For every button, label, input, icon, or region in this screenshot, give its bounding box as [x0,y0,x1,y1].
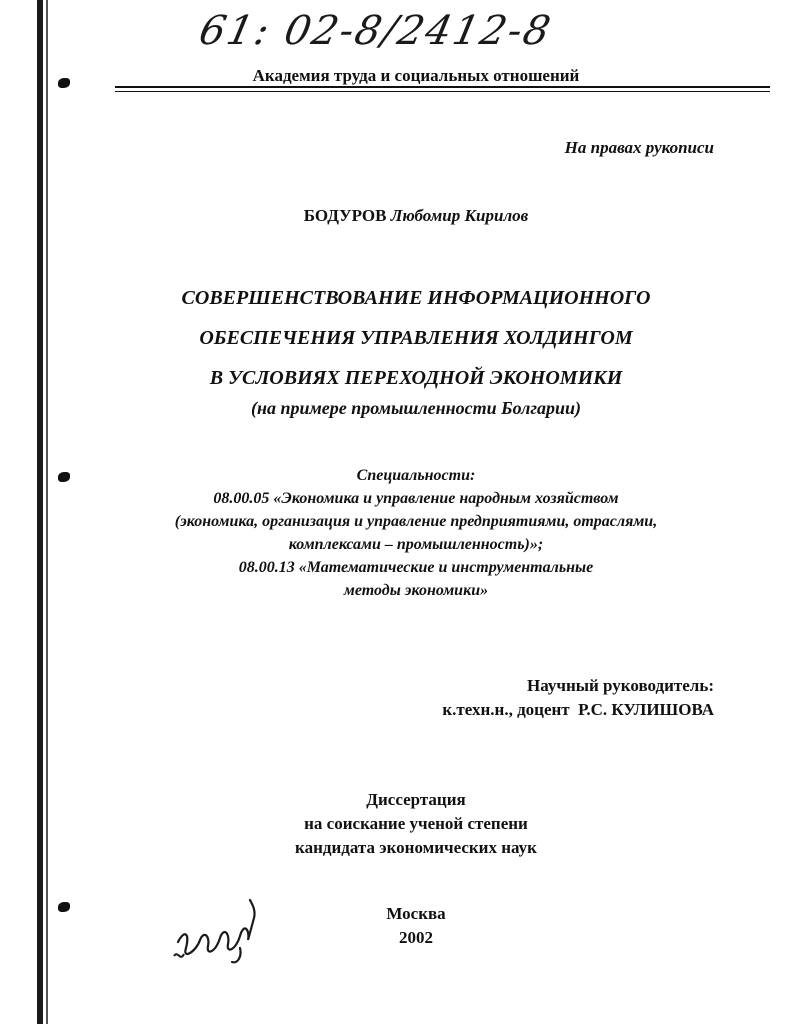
specialty-line: (экономика, организация и управление предприятиями, отраслями, [174,513,658,530]
city: Москва [386,904,446,923]
dissertation-title [0,278,792,398]
specialties-block [0,464,792,602]
specialties-heading: Специальности: [356,467,476,484]
dissertation-subtitle: (на примере промышленности Болгарии) [250,398,582,418]
header-rule [115,86,770,88]
specialty-line: 08.00.05 «Экономика и управление народным хозяйством [213,490,619,507]
title-line: ОБЕСПЕЧЕНИЯ УПРАВЛЕНИЯ ХОЛДИНГОМ [199,327,633,349]
title-line: В УСЛОВИЯХ ПЕРЕХОДНОЙ ЭКОНОМИКИ [209,367,623,389]
year: 2002 [399,928,433,947]
title-line: СОВЕРШЕНСТВОВАНИЕ ИНФОРМАЦИОННОГО [181,287,651,309]
header-rule-thin [115,91,770,92]
supervisor-name: к.техн.н., доцент Р.С. КУЛИШОВА [442,700,714,719]
archive-code: 61: 02-8/2412-8 [195,8,557,54]
supervisor-block [442,674,714,722]
supervisor-label: Научный руководитель: [527,676,714,695]
author-surname: БОДУРОВ [303,206,387,225]
specialty-line: комплексами – промышленность)»; [288,536,544,553]
degree-line: на соискание ученой степени [304,814,528,833]
rights-note: На правах рукописи [564,138,714,157]
specialty-line: методы экономики» [343,582,489,599]
specialty-line: 08.00.13 «Математические и инструментальные [238,559,594,576]
place-year-block [0,902,792,950]
degree-line: Диссертация [366,790,466,809]
institution-name: Академия труда и социальных отношений [252,66,580,85]
author-name [0,206,792,226]
degree-line: кандидата экономических наук [295,838,537,857]
degree-statement [0,788,792,860]
signature-stroke [174,954,184,957]
author-given-names: Любомир Кирилов [390,206,529,225]
